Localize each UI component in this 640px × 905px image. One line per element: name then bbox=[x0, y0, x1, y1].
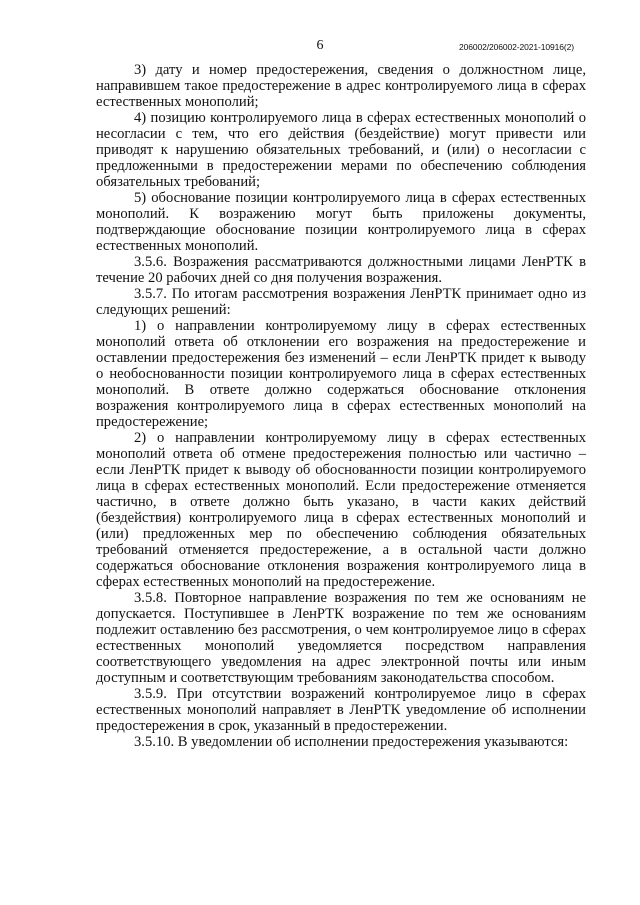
paragraph-item-4: 4) позицию контролируемого лица в сферах естественных монополий о несогласии с тем, что его действия (бездействие) могут привести или приводят к нарушению обязательных требований, и (или) о несогласии с предложенными в предостережении мерами по обеспечению соблюдения обязательных требований; bbox=[96, 110, 586, 190]
page-number: 6 bbox=[316, 38, 324, 53]
paragraph-3-5-10: 3.5.10. В уведомлении об исполнении предостережения указываются: bbox=[134, 734, 569, 750]
paragraph-item-5: 5) обоснование позиции контролируемого лица в сферах естественных монополий. К возражению могут быть приложены документы, подтверждающие обоснование позиции контролируемого лица в сферах естественных монополий. bbox=[96, 190, 586, 254]
paragraph-3-5-7: 3.5.7. По итогам рассмотрения возражения ЛенРТК принимает одно из следующих решений: bbox=[96, 286, 586, 318]
paragraph-3-5-8: 3.5.8. Повторное направление возражения по тем же основаниям не допускается. Поступившее в ЛенРТК возражение по тем же основаниям подлежит оставлению без рассмотрения, о чем контролируемое лицо в сферах естественных монополий уведомляется посредством направления соответствующего уведомления на адрес электронной почты или иным доступным и соответствующим требованиям законодательства способом. bbox=[96, 590, 586, 686]
paragraph-item-3: 3) дату и номер предостережения, сведения о должностном лице, направившем такое предостережение в адрес контролируемого лица в сферах естественных монополий; bbox=[96, 62, 586, 110]
document-body bbox=[96, 62, 586, 750]
document-code: 206002/206002-2021-10916(2) bbox=[459, 42, 574, 52]
paragraph-decision-2: 2) о направлении контролируемому лицу в сферах естественных монополий ответа об отмене предостережения полностью или частично – если ЛенРТК придет к выводу об обоснованности позиции контролируемого лица в сферах естественных монополий. Если предостережение отменяется частично, в ответе должно быть указано, в части каких действий (бездействия) контролируемого лица в сферах естественных монополий и (или) предложенных мер по обеспечению соблюдения обязательных требований отменяется предостережение, а в остальной части должно содержаться обоснование отклонения возражения контролируемого лица в сферах естественных монополий на предостережение. bbox=[96, 430, 586, 590]
paragraph-3-5-9: 3.5.9. При отсутствии возражений контролируемое лицо в сферах естественных монополий направляет в ЛенРТК уведомление об исполнении предостережения в срок, указанный в предостережении. bbox=[96, 686, 586, 734]
paragraph-3-5-6: 3.5.6. Возражения рассматриваются должностными лицами ЛенРТК в течение 20 рабочих дней со дня получения возражения. bbox=[96, 254, 586, 286]
paragraph-decision-1: 1) о направлении контролируемому лицу в сферах естественных монополий ответа об отклонении его возражения на предостережение и оставлении предостережения без изменений – если ЛенРТК придет к выводу о необоснованности позиции контролируемого лица в сферах естественных монополий. В ответе должно содержаться обоснование отклонения возражения контролируемого лица в сферах естественных монополий на предостережение; bbox=[96, 318, 586, 430]
